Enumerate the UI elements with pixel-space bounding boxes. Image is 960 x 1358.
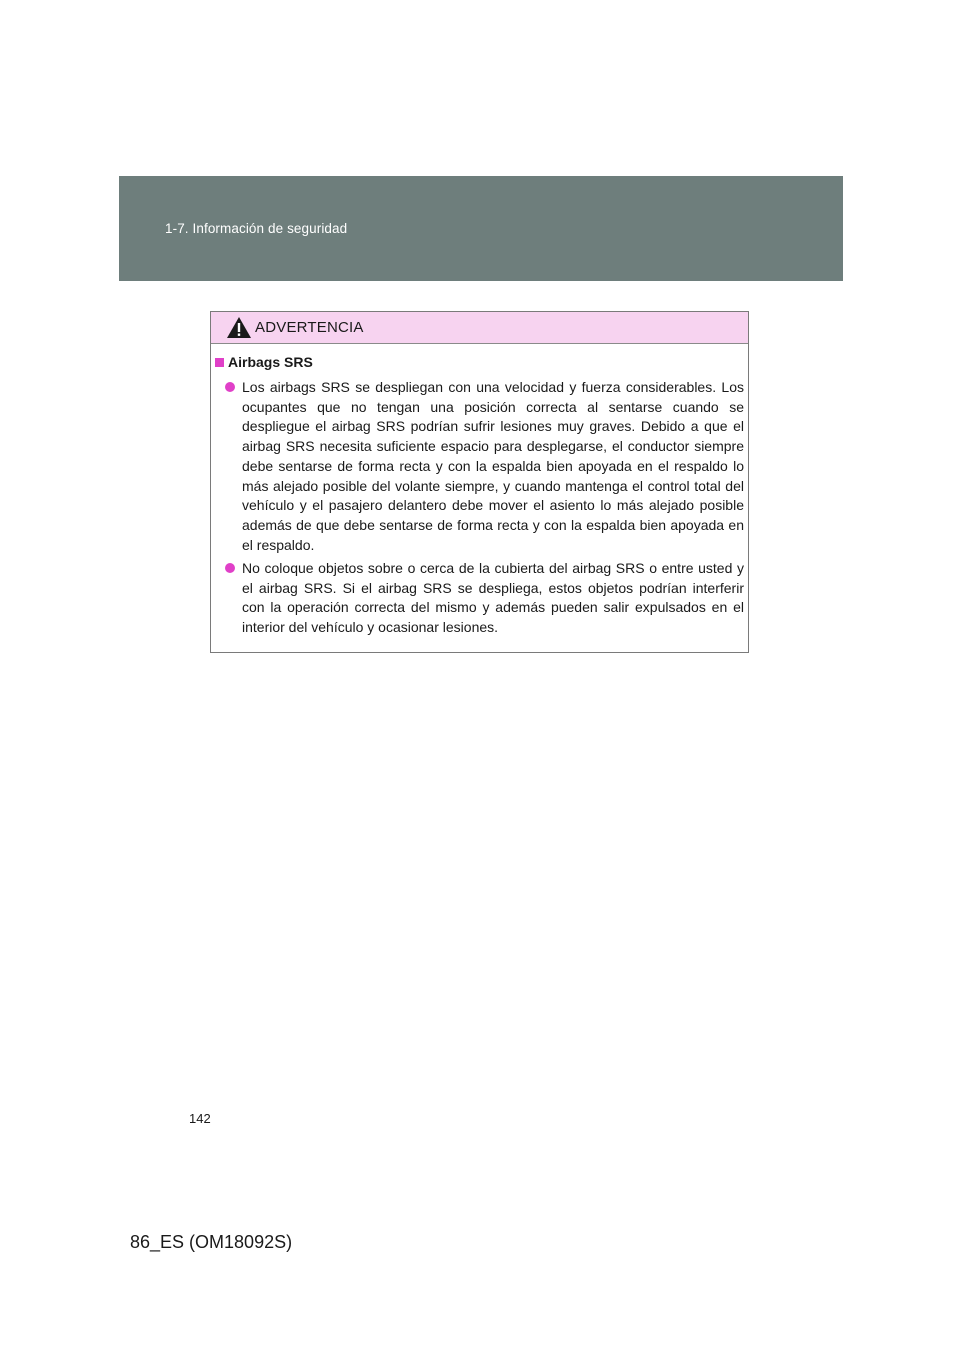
warning-box — [210, 311, 749, 653]
warning-title: ADVERTENCIA — [255, 319, 364, 336]
circle-bullet-icon — [225, 563, 235, 573]
warning-header — [211, 312, 748, 344]
document-code: 86_ES (OM18092S) — [130, 1232, 293, 1252]
warning-topic — [215, 354, 313, 370]
bullet-item — [225, 559, 744, 638]
bullet-item — [225, 378, 744, 555]
warning-triangle-icon — [226, 316, 252, 339]
topic-label: Airbags SRS — [228, 354, 313, 370]
bullet-text: Los airbags SRS se despliegan con una velocidad y fuerza considerables. Los ocupantes que no tengan una posición correcta al sentarse cuando se despliegue el airbag SRS podrían sufrir lesiones muy graves. Debido a que el airbag SRS necesita suficiente espacio para desplegarse, el conductor siempre debe sentarse de forma recta y con la espalda bien apoyada en el respaldo lo más alejado posible del volante siempre, y cuando mantenga el control total del vehículo y el pasajero delantero debe mover el asiento lo más alejado posible además de que debe sentarse de forma recta y con la espalda bien apoyada en el respaldo. — [242, 379, 744, 553]
circle-bullet-icon — [225, 382, 235, 392]
page-number: 142 — [189, 1111, 211, 1126]
section-title: 1-7. Información de seguridad — [165, 221, 348, 236]
bullet-text: No coloque objetos sobre o cerca de la cubierta del airbag SRS o entre usted y el airbag SRS. Si el airbag SRS se despliega, estos objetos podrían interferir con la operación correcta del mismo y además pueden salir expulsados en el interior del vehículo y ocasionar lesiones. — [242, 560, 744, 636]
square-bullet-icon — [215, 358, 224, 367]
